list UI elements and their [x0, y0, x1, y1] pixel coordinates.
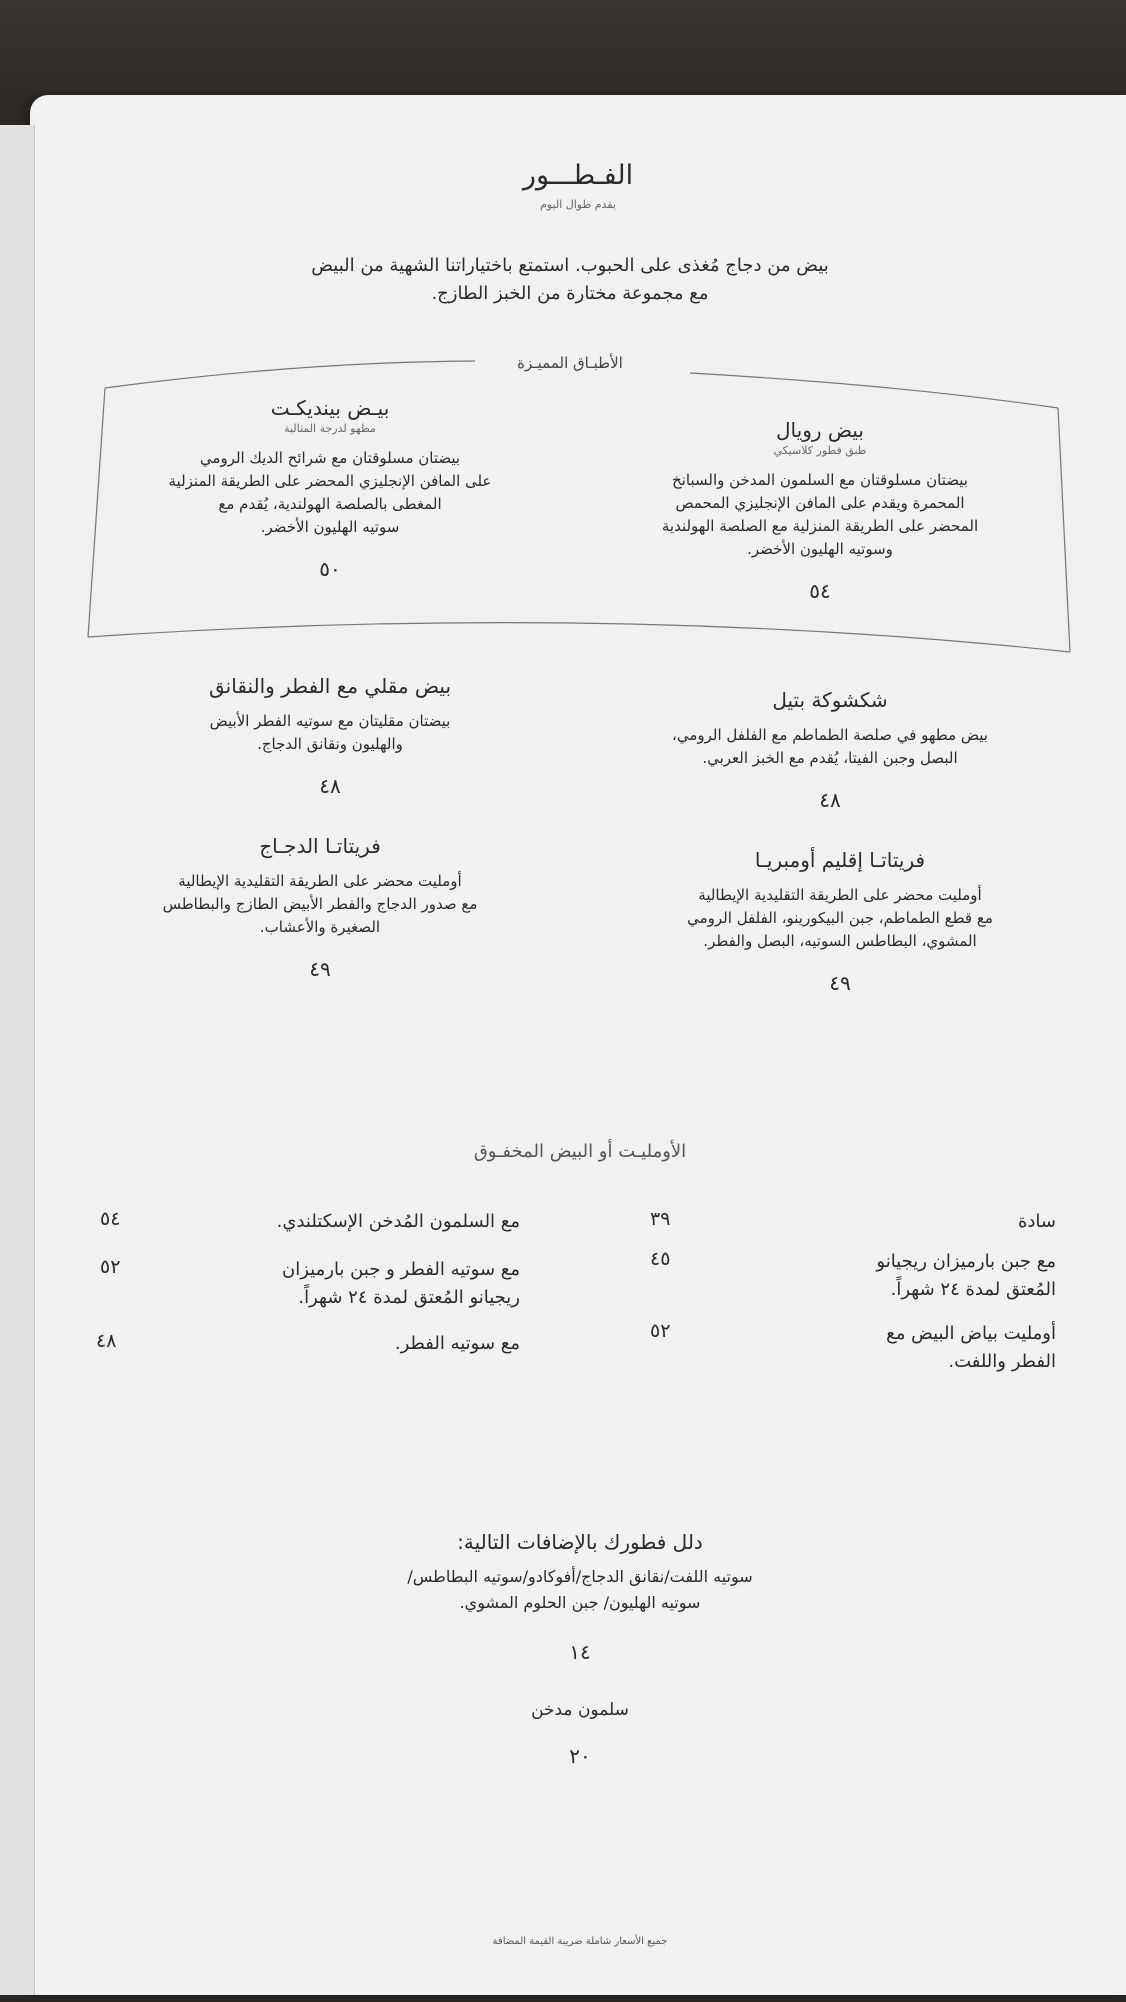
desc-line: بيضتان مقليتان مع سوتيه الفطر الأبيض: [209, 712, 451, 730]
option-label: الفطر واللفت.: [948, 1351, 1056, 1372]
desc-line: المشوي، البطاطس السوتيه، البصل والفطر.: [703, 932, 977, 950]
option-label: مع جبن بارميزان ريجيانو: [876, 1251, 1056, 1272]
item-name: بيض مقلي مع الفطر والنقانق: [208, 674, 452, 698]
omelette-option-price: ٥٤: [100, 1208, 121, 1230]
desc-line: المغطى بالصلصة الهولندية، يُقدم مع: [218, 495, 442, 513]
option-label: مع سوتيه الفطر.: [394, 1333, 520, 1354]
item-description: [130, 710, 530, 756]
item-price: ٥٠: [319, 557, 341, 581]
addons-line: سوتيه الهليون/ جبن الحلوم المشوي.: [459, 1593, 701, 1612]
desc-line: بيضتان مسلوقتان مع السلمون المدخن والسبانخ: [672, 471, 968, 489]
item-description: [110, 870, 530, 939]
addons-price: ١٤: [569, 1640, 591, 1664]
item-name: بيض رويال: [776, 418, 864, 442]
item-name: فريتاتـا الدجـاج: [259, 834, 381, 858]
desc-line: بيضتان مسلوقتان مع شرائح الديك الرومي: [199, 449, 461, 467]
desc-line: سوتيه الهليون الأخضر.: [260, 518, 400, 536]
omelette-option-price: ٥٢: [100, 1256, 121, 1278]
featured-item-eggs-benedict: [140, 396, 520, 581]
item-description: [630, 884, 1050, 953]
item-subtitle: طبق فطور كلاسيكي: [773, 444, 867, 457]
desc-line: والهليون ونقانق الدجاج.: [257, 735, 403, 753]
item-description: [630, 724, 1030, 770]
omelette-option-price: ٥٢: [650, 1320, 671, 1342]
desc-line: أومليت محضر على الطريقة التقليدية الإيطالية: [698, 886, 982, 904]
omelettes-section-title: الأومليـت أو البيض المخفـوق: [473, 1141, 687, 1162]
item-subtitle: مطهو لدرجة المثالية: [284, 422, 376, 435]
desc-line: مع صدور الدجاج والفطر الأبيض الطازج والبطاطس: [162, 895, 478, 913]
item-price: ٤٩: [829, 971, 851, 995]
intro-line-2: مع مجموعة مختارة من الخبز الطازج.: [431, 283, 709, 304]
item-name: بيـض بينديكـت: [270, 396, 390, 420]
omelette-option-egg-white: [780, 1320, 1056, 1376]
omelette-option-salmon: [160, 1208, 520, 1236]
omelette-option-mushroom-parmesan: [160, 1256, 520, 1312]
item-shakshuka: [630, 688, 1030, 812]
option-label: سادة: [1017, 1211, 1056, 1232]
intro-line-1: بيض من دجاج مُغذى على الحبوب. استمتع باختياراتنا الشهية من البيض: [311, 255, 829, 276]
omelette-option-plain: [780, 1208, 1056, 1236]
omelette-option-price: ٣٩: [650, 1208, 671, 1230]
featured-section-label: الأطبـاق المميـزة: [517, 354, 623, 372]
vat-footer-note: جميع الأسعار شاملة ضريبة القيمة المضافة: [492, 1936, 668, 1947]
omelette-option-price: ٤٨: [96, 1330, 117, 1352]
featured-item-eggs-royale: [630, 418, 1010, 603]
item-description: [140, 447, 520, 539]
option-label: المُعتق لمدة ٢٤ شهراً.: [890, 1279, 1056, 1300]
option-label: مع سوتيه الفطر و جبن بارميزان: [282, 1259, 520, 1280]
desc-line: المحمرة ويقدم على المافن الإنجليزي المحمص: [675, 494, 965, 512]
item-description: [630, 469, 1010, 561]
item-price: ٤٨: [819, 788, 841, 812]
item-price: ٥٤: [809, 579, 831, 603]
item-name: فريتاتـا إقليم أومبريـا: [754, 848, 926, 872]
option-label: أومليت بياض البيض مع: [886, 1323, 1056, 1344]
addons-title: دلل فطورك بالإضافات التالية:: [457, 1530, 703, 1554]
addons-description: [300, 1564, 860, 1616]
desc-line: مع قطع الطماطم، جبن البيكورينو، الفلفل الرومي: [687, 909, 993, 927]
menu-subtitle: يقدم طوال اليوم: [540, 198, 616, 211]
omelette-option-parmesan: [780, 1248, 1056, 1304]
previous-page-edge: [0, 125, 35, 1995]
item-fried-eggs: [130, 674, 530, 798]
desc-line: أومليت محضر على الطريقة التقليدية الإيطالية: [178, 872, 462, 890]
item-price: ٤٩: [309, 957, 331, 981]
omelette-option-mushroom: [160, 1330, 520, 1358]
addons-line: سوتيه اللفت/نقانق الدجاج/أفوكادو/سوتيه البطاطس/: [407, 1567, 753, 1586]
smoked-salmon-title: سلمون مدخن: [531, 1700, 629, 1720]
item-price: ٤٨: [319, 774, 341, 798]
item-umbria-frittata: [630, 848, 1050, 995]
menu-title: الفـطـــور: [522, 160, 634, 191]
desc-line: على المافن الإنجليزي المحضر على الطريقة المنزلية: [168, 472, 492, 490]
omelette-option-price: ٤٥: [650, 1248, 671, 1270]
item-name: شكشوكة بتيل: [772, 688, 888, 712]
option-label: ريجيانو المُعتق لمدة ٢٤ شهراً.: [298, 1287, 520, 1308]
desc-line: الصغيرة والأعشاب.: [259, 918, 381, 936]
smoked-salmon-price: ٢٠: [569, 1744, 591, 1768]
desc-line: المحضر على الطريقة المنزلية مع الصلصة الهولندية: [661, 517, 979, 535]
desc-line: وسوتيه الهليون الأخضر.: [747, 540, 893, 558]
option-label: مع السلمون المُدخن الإسكتلندي.: [276, 1211, 520, 1232]
desc-line: البصل وجبن الفيتا، يُقدم مع الخبز العربي.: [702, 749, 958, 767]
desc-line: بيض مطهو في صلصة الطماطم مع الفلفل الرومي،: [672, 726, 988, 744]
intro-text: [230, 252, 910, 308]
item-chicken-frittata: [110, 834, 530, 981]
